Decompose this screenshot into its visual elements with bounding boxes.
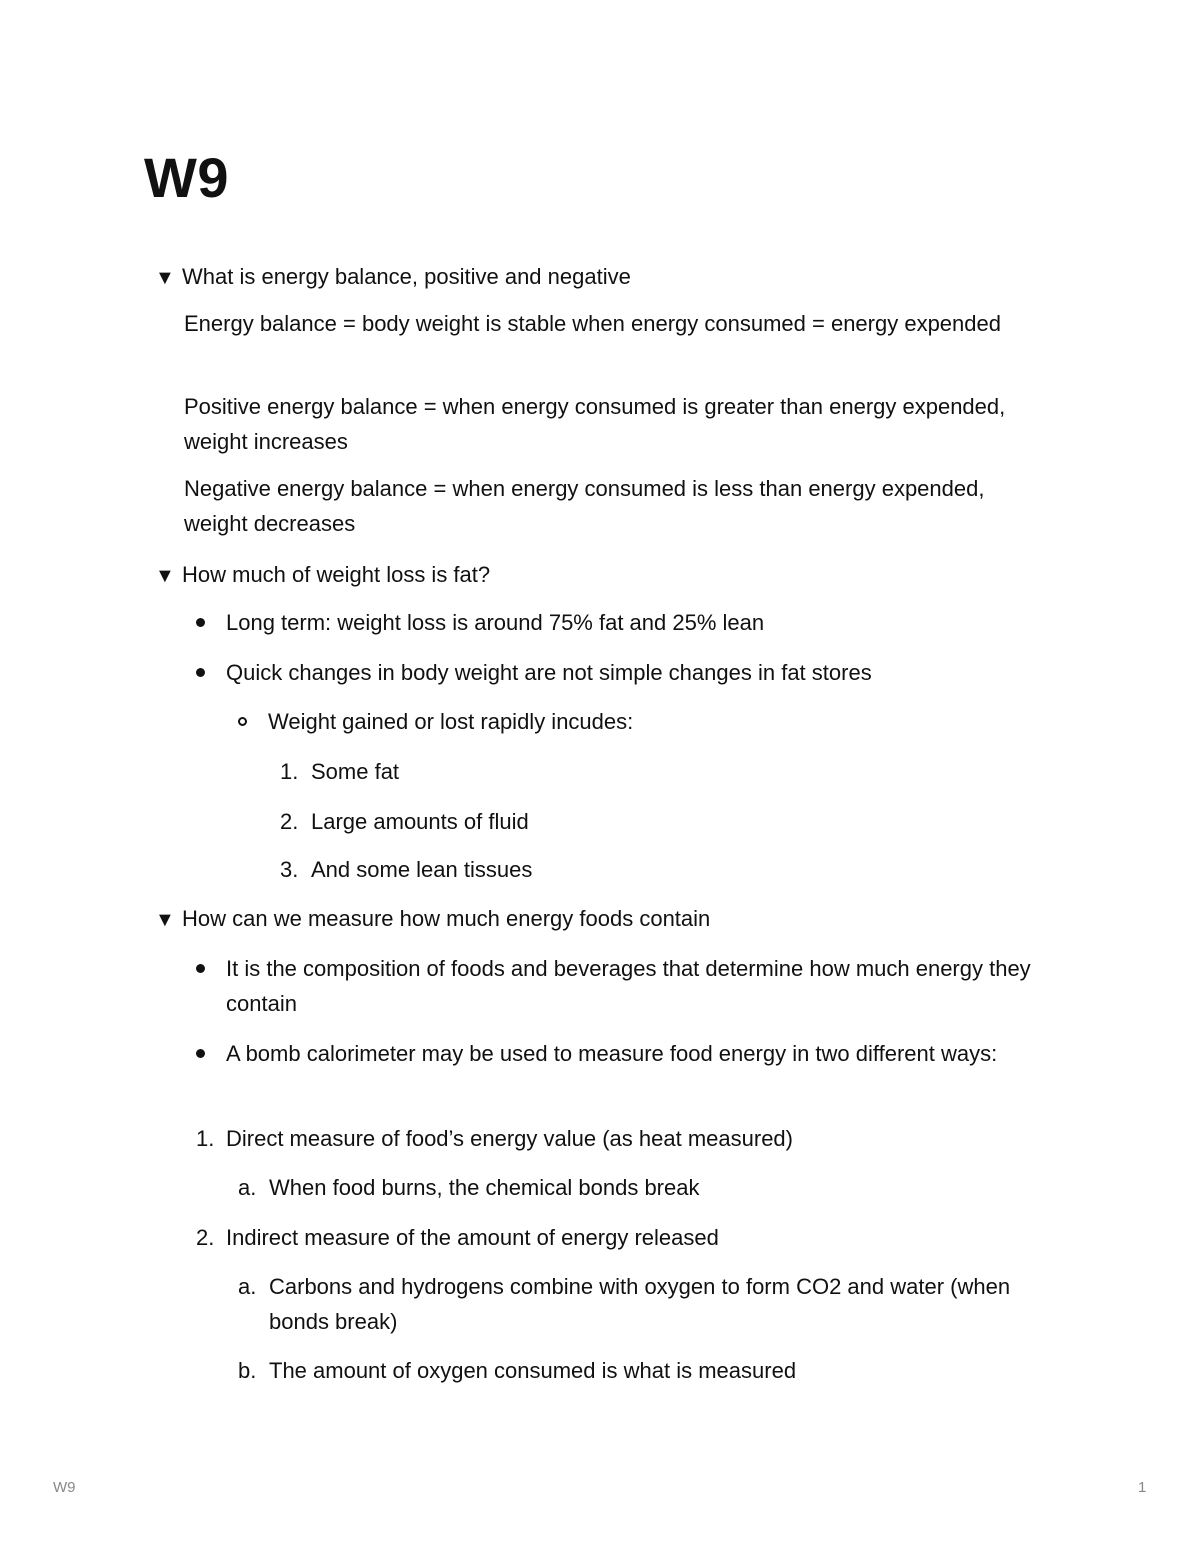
list-item-text: The amount of oxygen consumed is what is measured — [269, 1358, 797, 1383]
triangle-down-icon[interactable]: ▼ — [155, 565, 175, 587]
list-letter: a. — [238, 1274, 257, 1299]
toggle-energy-balance[interactable] — [155, 259, 1055, 296]
hollow-bullet-icon — [238, 717, 247, 726]
list-item-text: Indirect measure of the amount of energy released — [226, 1225, 719, 1250]
page-title: W9 — [144, 146, 229, 209]
bullet-icon — [196, 1049, 205, 1058]
list-number: 2. — [280, 809, 299, 834]
toggle-measure-food-energy[interactable] — [155, 901, 1055, 938]
toggle-label: How can we measure how much energy foods contain — [182, 906, 711, 931]
list-letter: a. — [238, 1175, 257, 1200]
list-number: 1. — [280, 759, 299, 784]
footer-page-label: W9 — [53, 1479, 76, 1496]
triangle-down-icon[interactable]: ▼ — [155, 909, 175, 931]
list-item-text: Carbons and hydrogens combine with oxygen to form CO2 and water (when bonds break) — [269, 1274, 1011, 1334]
toggle-weight-loss-fat[interactable] — [155, 557, 1055, 594]
list-item-text: It is the composition of foods and beverages that determine how much energy they contain — [226, 956, 1031, 1016]
bullet-icon — [196, 618, 205, 627]
toggle-label: What is energy balance, positive and negative — [182, 264, 631, 289]
paragraph-negative-balance: Negative energy balance = when energy consumed is less than energy expended, weight decreases — [184, 476, 985, 536]
list-item-text: And some lean tissues — [311, 857, 533, 882]
bullet-icon — [196, 964, 205, 973]
list-item-text: Large amounts of fluid — [311, 809, 529, 834]
list-letter: b. — [238, 1358, 257, 1383]
footer-page-number: 1 — [1138, 1479, 1147, 1496]
list-item-text: Weight gained or lost rapidly incudes: — [268, 709, 634, 734]
list-item-text: Direct measure of food’s energy value (as heat measured) — [226, 1126, 793, 1151]
list-number: 2. — [196, 1225, 215, 1250]
list-item-text: Quick changes in body weight are not simple changes in fat stores — [226, 660, 872, 685]
list-item-text: A bomb calorimeter may be used to measure food energy in two different ways: — [226, 1041, 998, 1066]
paragraph-positive-balance: Positive energy balance = when energy consumed is greater than energy expended, weight increases — [184, 394, 1006, 454]
list-number: 1. — [196, 1126, 215, 1151]
list-number: 3. — [280, 857, 299, 882]
list-item-text: Long term: weight loss is around 75% fat and 25% lean — [226, 610, 765, 635]
list-item-text: Some fat — [311, 759, 400, 784]
toggle-label: How much of weight loss is fat? — [182, 562, 491, 587]
list-item-text: When food burns, the chemical bonds break — [269, 1175, 700, 1200]
triangle-down-icon[interactable]: ▼ — [155, 267, 175, 289]
paragraph-energy-balance: Energy balance = body weight is stable when energy consumed = energy expended — [184, 311, 1001, 336]
bullet-icon — [196, 668, 205, 677]
